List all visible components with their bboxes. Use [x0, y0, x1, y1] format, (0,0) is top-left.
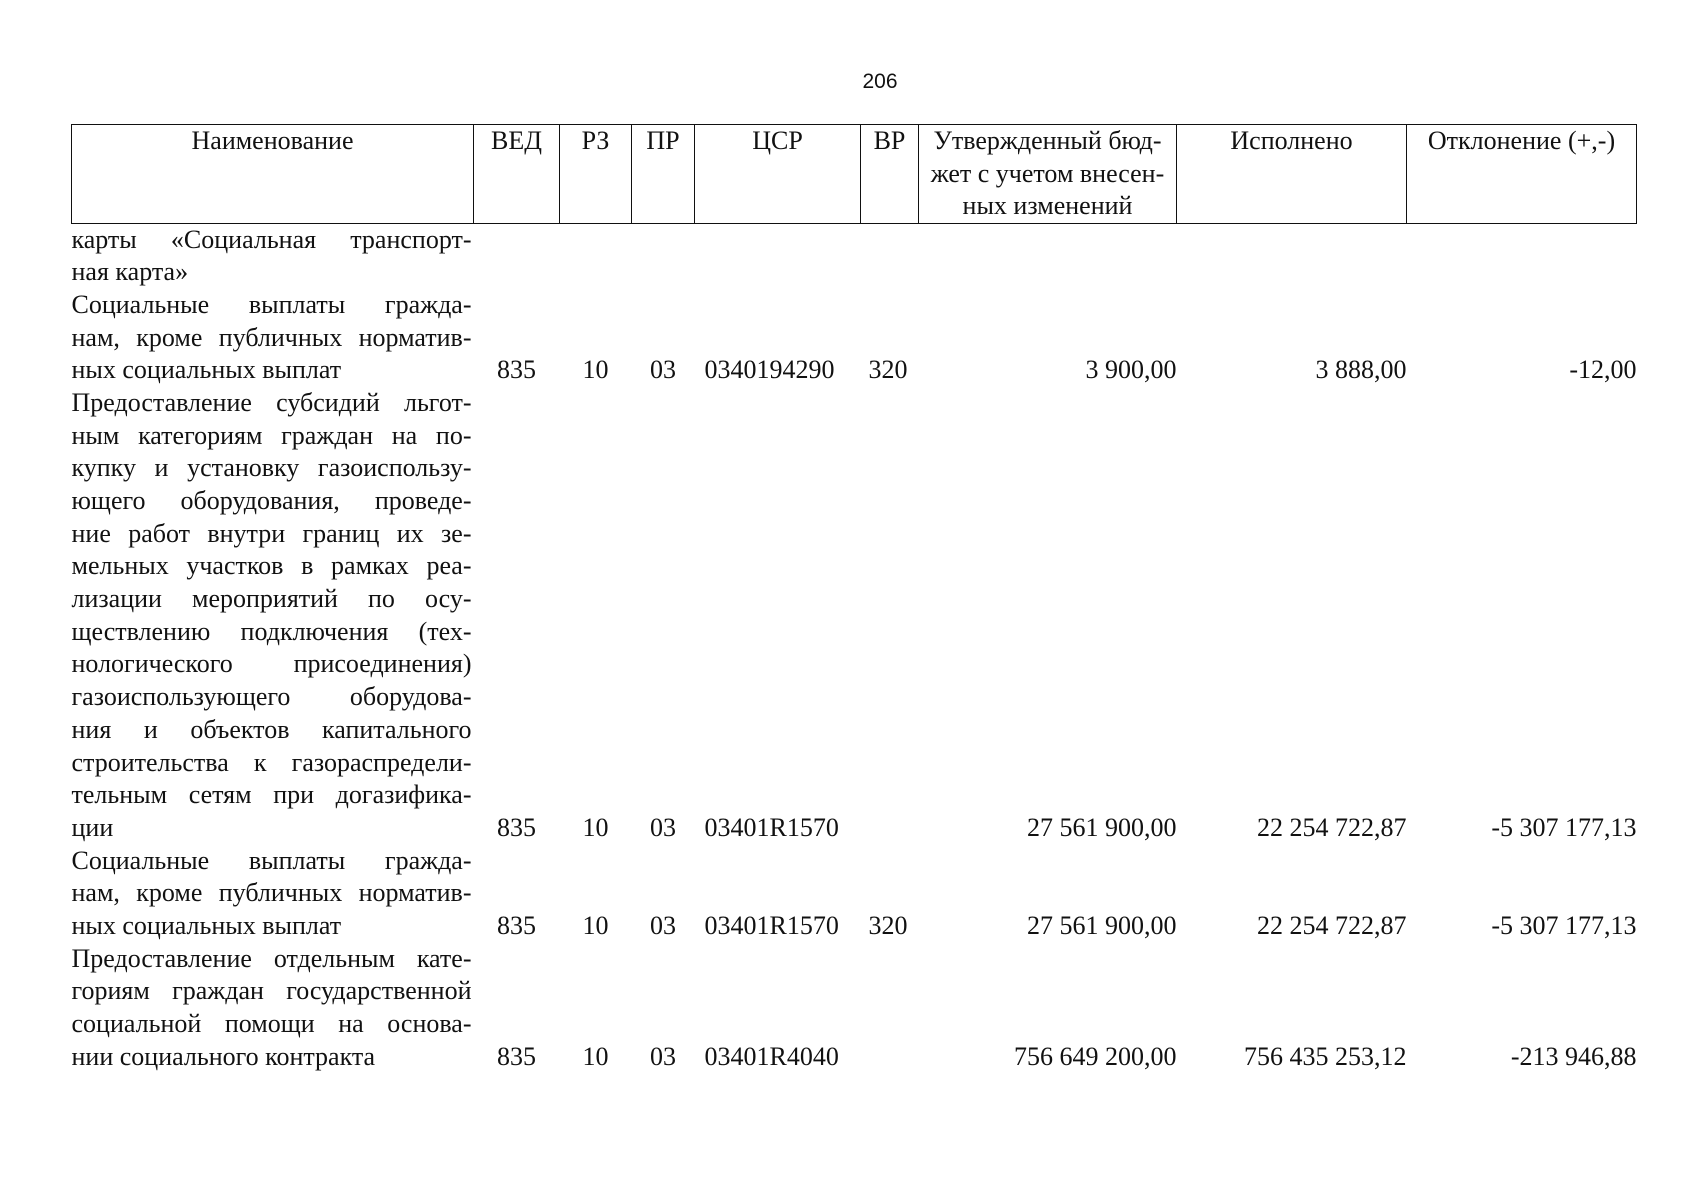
cell-ved	[474, 223, 560, 289]
cell-csr: 03401R4040	[704, 1041, 839, 1071]
cell-rz: 10	[582, 1041, 609, 1071]
cell-vr: 320	[868, 910, 908, 940]
cell-pr	[632, 223, 695, 289]
cell-csr: 03401R1570	[704, 812, 839, 842]
cell-executed: 756 435 253,12	[1244, 1041, 1407, 1071]
cell-rz	[560, 223, 632, 289]
cell-pr: 03	[650, 910, 676, 940]
page-number: 206	[862, 70, 898, 93]
cell-name	[72, 289, 474, 387]
cell-name-line: ции	[71, 812, 114, 842]
cell-ved: 835	[497, 910, 536, 940]
header-name: Наименование	[72, 125, 474, 224]
cell-executed	[1177, 223, 1407, 289]
table-row	[72, 223, 1637, 289]
cell-pr: 03	[650, 355, 676, 385]
cell-name	[72, 845, 474, 943]
cell-name-line: социальной помощи на основа-	[71, 1009, 472, 1038]
cell-executed: 22 254 722,87	[1257, 910, 1407, 940]
cell-name-line: строительства к газораспредели-	[71, 747, 472, 777]
cell-name-line: ная карта»	[71, 257, 189, 287]
cell-name-line: лизации мероприятий по осу-	[71, 584, 472, 614]
header-csr: ЦСР	[695, 125, 861, 224]
cell-deviation: -213 946,88	[1510, 1041, 1637, 1071]
cell-deviation: -5 307 177,13	[1491, 910, 1637, 940]
cell-pr: 03	[650, 1041, 676, 1071]
cell-name-line: мельных участков в рамках реа-	[71, 551, 472, 581]
cell-ved: 835	[497, 355, 536, 385]
cell-approved: 756 649 200,00	[1014, 1041, 1177, 1071]
cell-name-line: нам, кроме публичных норматив-	[71, 322, 472, 352]
cell-vr	[861, 943, 919, 1074]
cell-rz: 10	[582, 355, 609, 385]
cell-name-line: гориям граждан государственной	[71, 976, 472, 1006]
cell-name-line: Предоставление отдельным кате-	[71, 943, 472, 973]
cell-name-line: нам, кроме публичных норматив-	[71, 878, 472, 908]
cell-name-line: ных социальных выплат	[71, 355, 342, 385]
cell-csr	[695, 223, 861, 289]
cell-csr: 03401R1570	[704, 910, 839, 940]
cell-name-line: ществлению подключения (тех-	[71, 616, 472, 646]
cell-approved	[919, 223, 1177, 289]
cell-name	[72, 387, 474, 845]
table-row	[72, 845, 1637, 943]
header-vr: ВР	[861, 125, 919, 224]
header-pr: ПР	[632, 125, 695, 224]
cell-name-line: Социальные выплаты гражда-	[71, 845, 472, 875]
cell-deviation	[1407, 223, 1637, 289]
cell-executed: 22 254 722,87	[1257, 812, 1407, 842]
cell-deviation: -5 307 177,13	[1491, 812, 1637, 842]
cell-approved: 3 900,00	[1085, 355, 1177, 385]
header-rz: РЗ	[560, 125, 632, 224]
cell-name-line: ние работ внутри границ их зе-	[71, 518, 472, 548]
cell-name-line: Социальные выплаты гражда-	[71, 289, 472, 319]
cell-name-line: ным категориям граждан на по-	[71, 420, 472, 450]
cell-rz: 10	[582, 812, 609, 842]
cell-name-line: ющего оборудования, проведе-	[71, 486, 472, 515]
cell-vr	[861, 387, 919, 845]
cell-ved: 835	[497, 812, 536, 842]
cell-name-line: карты «Социальная транспорт-	[71, 224, 472, 254]
table-row	[72, 289, 1637, 387]
cell-name-line: нологического присоединения)	[71, 649, 472, 679]
cell-vr	[861, 223, 919, 289]
table-row	[72, 387, 1637, 845]
header-approved: Утвержденный бюд-жет с учетом внесен-ных изменений	[919, 125, 1177, 224]
cell-name-line: тельным сетям при догазифика-	[71, 780, 472, 810]
cell-executed: 3 888,00	[1315, 355, 1407, 385]
cell-name-line: газоиспользующего оборудова-	[71, 682, 472, 712]
cell-pr: 03	[650, 812, 676, 842]
cell-rz: 10	[582, 910, 609, 940]
cell-name	[72, 223, 474, 289]
cell-name-line: нии социального контракта	[71, 1041, 376, 1071]
cell-vr: 320	[868, 355, 908, 385]
cell-deviation: -12,00	[1569, 355, 1637, 385]
cell-approved: 27 561 900,00	[1027, 910, 1177, 940]
cell-approved: 27 561 900,00	[1027, 812, 1177, 842]
table-body	[72, 223, 1637, 1073]
cell-csr: 0340194290	[704, 355, 835, 385]
table-row	[72, 943, 1637, 1074]
cell-name-line: Предоставление субсидий льгот-	[71, 387, 472, 417]
cell-name-line: купку и установку газоиспользу-	[71, 453, 472, 483]
cell-name-line: ния и объектов капитального	[71, 714, 472, 744]
cell-name-line: ных социальных выплат	[71, 910, 342, 940]
cell-name	[72, 943, 474, 1074]
header-executed: Исполнено	[1177, 125, 1407, 224]
header-deviation: Отклонение (+,-)	[1407, 125, 1637, 224]
header-ved: ВЕД	[474, 125, 560, 224]
table-header-row	[72, 125, 1637, 224]
budget-table	[71, 124, 1637, 1073]
cell-ved: 835	[497, 1041, 536, 1071]
